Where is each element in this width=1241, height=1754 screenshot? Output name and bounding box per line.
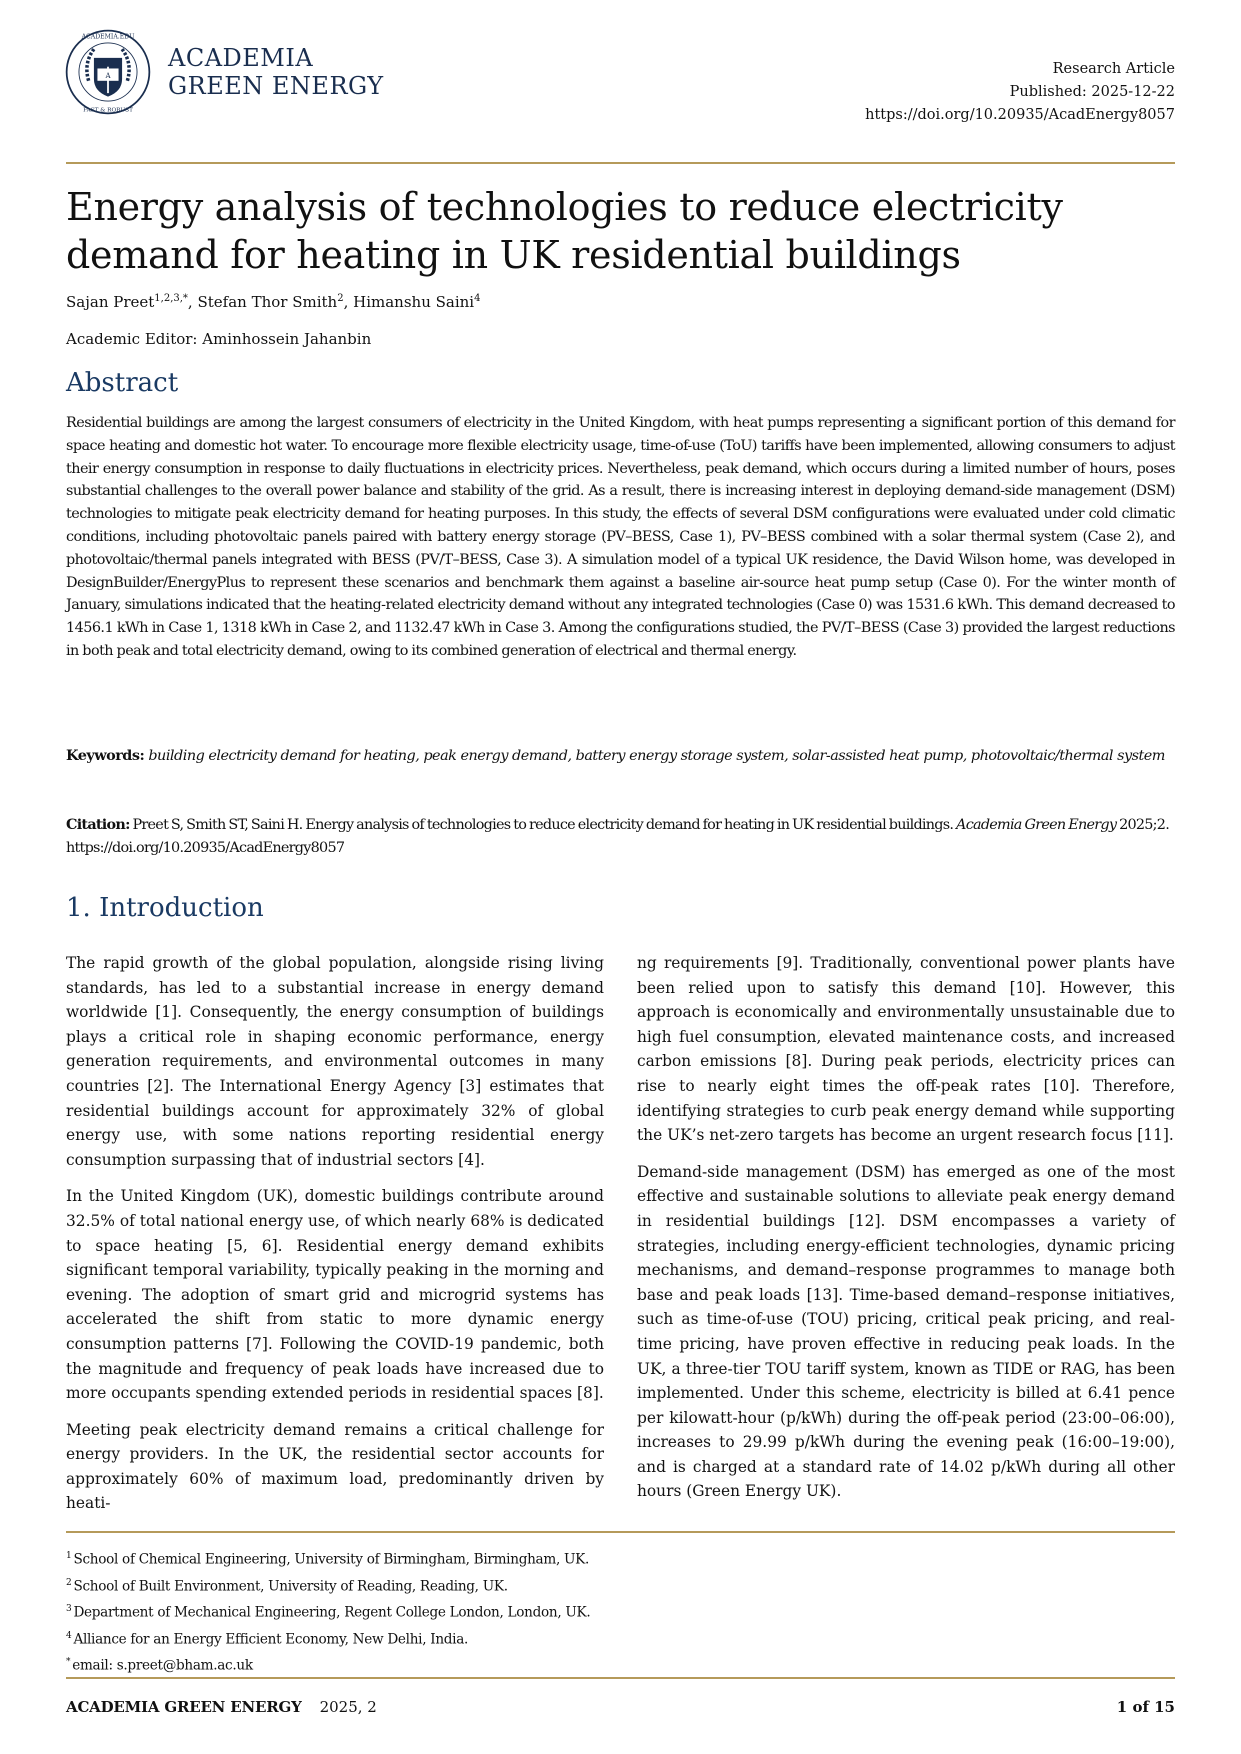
author-affiliation-mark: 1,2,3,* [154, 293, 188, 304]
footnote-divider [66, 1531, 1175, 1533]
footnote-mark: 3 [66, 1604, 72, 1615]
affiliation-footnotes [66, 1545, 590, 1678]
citation-journal: Academia Green Energy [956, 817, 1117, 833]
author-name[interactable]: Himanshu Saini [353, 293, 475, 311]
footnote-text: Alliance for an Energy Efficient Economy, New Delhi, India. [73, 1631, 469, 1648]
author-affiliation-mark: 2 [337, 293, 344, 304]
journal-name [168, 44, 384, 100]
footnote-text: Department of Mechanical Engineering, Regent College London, London, UK. [73, 1604, 591, 1621]
footer-divider [66, 1677, 1175, 1679]
citation-text: Preet S, Smith ST, Saini H. Energy analysis of technologies to reduce electricity demand for heating in UK residential buildings. [132, 817, 954, 833]
article-title: Energy analysis of technologies to reduce electricity demand for heating in UK residential buildings [66, 185, 1063, 277]
journal-name-line2: GREEN ENERGY [168, 72, 384, 100]
footnote [66, 1651, 590, 1678]
footnote [66, 1598, 590, 1625]
keywords-text: building electricity demand for heating, peak energy demand, battery energy storage system, solar-assisted heat pump, photovoltaic/thermal system [148, 748, 1165, 764]
article-meta [865, 58, 1175, 127]
footer-journal [66, 1698, 377, 1716]
svg-text:FAST & ROBUST: FAST & ROBUST [83, 107, 133, 114]
paragraph: The rapid growth of the global population, alongside rising living standards, has led to a substantial increase in energy demand worldwide [1]. Consequently, the energy consumption of buildings plays a critical role in shaping economic performance, energy generation requirements, and environmental outcomes in many countries [2]. The International Energy Agency [3] estimates that residential buildings account for approximately 32% of global energy use, with some nations reporting residential energy consumption surpassing that of industrial sectors [4]. [66, 954, 604, 1169]
page-number: 1 of 15 [1116, 1698, 1175, 1716]
footnote-mark: 1 [66, 1551, 72, 1561]
citation-label: Citation: [66, 816, 130, 833]
svg-text:A: A [105, 71, 111, 81]
journal-name-line1: ACADEMIA [168, 44, 314, 72]
footnote [66, 1625, 590, 1652]
author-affiliation-mark: 4 [474, 293, 481, 304]
abstract-heading: Abstract [66, 368, 179, 398]
keywords-label: Keywords: [66, 747, 145, 764]
academic-editor: Academic Editor: Aminhossein Jahanbin [66, 330, 372, 348]
published-date: Published: 2025-12-22 [1009, 84, 1175, 100]
footnote-mark: 4 [66, 1630, 72, 1641]
introduction-left-column [66, 951, 604, 1528]
academia-seal-icon [64, 28, 152, 116]
author-name[interactable]: Stefan Thor Smith [197, 293, 338, 311]
paragraph: Meeting peak electricity demand remains a critical challenge for energy providers. In the UK, the residential sector accounts for approximately 60% of maximum load, predominantly driven by heati- [66, 1420, 604, 1513]
abstract-text: Residential buildings are among the largest consumers of electricity in the United Kingdom, with heat pumps representing a significant portion of this demand for space heating and domestic hot water. To encourage more flexible electricity usage, time-of-use (ToU) tariffs have been implemented, allowing consumers to adjust their energy consumption in response to daily fluctuations in electricity prices. Nevertheless, peak demand, which occurs during a limited number of hours, poses substantial challenges to the overall power balance and stability of the grid. As a result, there is increasing interest in deploying demand-side management (DSM) technologies to mitigate peak electricity demand for heating purposes. In this study, the effects of several DSM configurations were evaluated under cold climatic conditions, including photovoltaic panels paired with battery energy storage (PV–BESS, Case 1), PV–BESS combined with a solar thermal system (Case 2), and photovoltaic/thermal panels integrated with BESS (PV/T–BESS, Case 3). A simulation model of a typical UK residence, the David Wilson home, was developed in DesignBuilder/EnergyPlus to represent these scenarios and benchmark them against a baseline air-source heat pump setup (Case 0). For the winter month of January, simulations indicated that the heating-related electricity demand without any integrated technologies (Case 0) was 1531.6 kWh. This demand decreased to 1456.1 kWh in Case 1, 1318 kWh in Case 2, and 1132.47 kWh in Case 3. Among the configurations studied, the PV/T–BESS (Case 3) provided the largest reductions in both peak and total electricity demand, owing to its combined generation of electrical and thermal energy. [66, 415, 1175, 659]
footnote-mark: 2 [66, 1577, 72, 1588]
doi-link[interactable]: https://doi.org/10.20935/AcadEnergy8057 [865, 107, 1175, 123]
citation-doi[interactable]: 2025;2. https://doi.org/10.20935/AcadEnergy8057 [66, 817, 1170, 856]
paragraph: Demand-side management (DSM) has emerged as one of the most effective and sustainable solutions to alleviate peak energy demand in residential buildings [12]. DSM encompasses a variety of strategies, including energy-efficient technologies, dynamic pricing mechanisms, and demand–response programmes to manage both base and peak loads [13]. Time-based demand–response initiatives, such as time-of-use (TOU) pricing, critical peak pricing, and real-time pricing, have proven effective in reducing peak loads. In the UK, a three-tier TOU tariff system, known as TIDE or RAG, has been implemented. Under this scheme, electricity is billed at 6.41 pence per kilowatt-hour (p/kWh) during the off-peak period (23:00–06:00), increases to 29.99 p/kWh during the evening peak (16:00–19:00), and is charged at a standard rate of 14.02 p/kWh during all other hours (Green Energy UK). [637, 1162, 1175, 1501]
journal-logo[interactable] [64, 28, 384, 116]
corresponding-email[interactable]: email: s.preet@bham.ac.uk [72, 1657, 253, 1674]
article-type: Research Article [1052, 61, 1175, 77]
footer-journal-name: ACADEMIA GREEN ENERGY [66, 1698, 302, 1716]
introduction-right-column [637, 951, 1175, 1516]
author-name[interactable]: Sajan Preet [66, 293, 155, 311]
introduction-heading: 1. Introduction [66, 893, 264, 923]
footnote-text: School of Chemical Engineering, University of Birmingham, Birmingham, UK. [73, 1551, 590, 1568]
author-list: Sajan Preet$^{1,2,3,*}$, Stefan Thor Smith$^2$, Himanshu Saini$^4$ [66, 293, 481, 311]
footnote-mark: * [66, 1657, 71, 1668]
footnote [66, 1572, 590, 1599]
footnote-text: School of Built Environment, University of Reading, Reading, UK. [73, 1578, 508, 1595]
footnote [66, 1545, 590, 1572]
paragraph: In the United Kingdom (UK), domestic buildings contribute around 32.5% of total national energy use, of which nearly 68% is dedicated to space heating [5, 6]. Residential energy demand exhibits significant temporal variability, typically peaking in the morning and evening. The adoption of smart grid and microgrid systems has accelerated the shift from static to more dynamic energy consumption patterns [7]. Following the COVID-19 pandemic, both the magnitude and frequency of peak loads have increased due to more occupants spending extended periods in residential spaces [8]. [66, 1187, 604, 1403]
paragraph: ng requirements [9]. Traditionally, conventional power plants have been relied upon to satisfy this demand [10]. However, this approach is economically and environmentally unsustainable due to high fuel consumption, elevated maintenance costs, and increased carbon emissions [8]. During peak periods, electricity prices can rise to nearly eight times the off-peak rates [10]. Therefore, identifying strategies to curb peak energy demand while supporting the UK’s net-zero targets has become an urgent research focus [11]. [637, 954, 1175, 1145]
header-divider [66, 162, 1175, 164]
citation [66, 813, 1175, 860]
svg-text:ACADEMIA.EDU: ACADEMIA.EDU [81, 33, 135, 41]
keywords [66, 744, 1175, 768]
footer-volume: 2025, 2 [319, 1698, 377, 1716]
